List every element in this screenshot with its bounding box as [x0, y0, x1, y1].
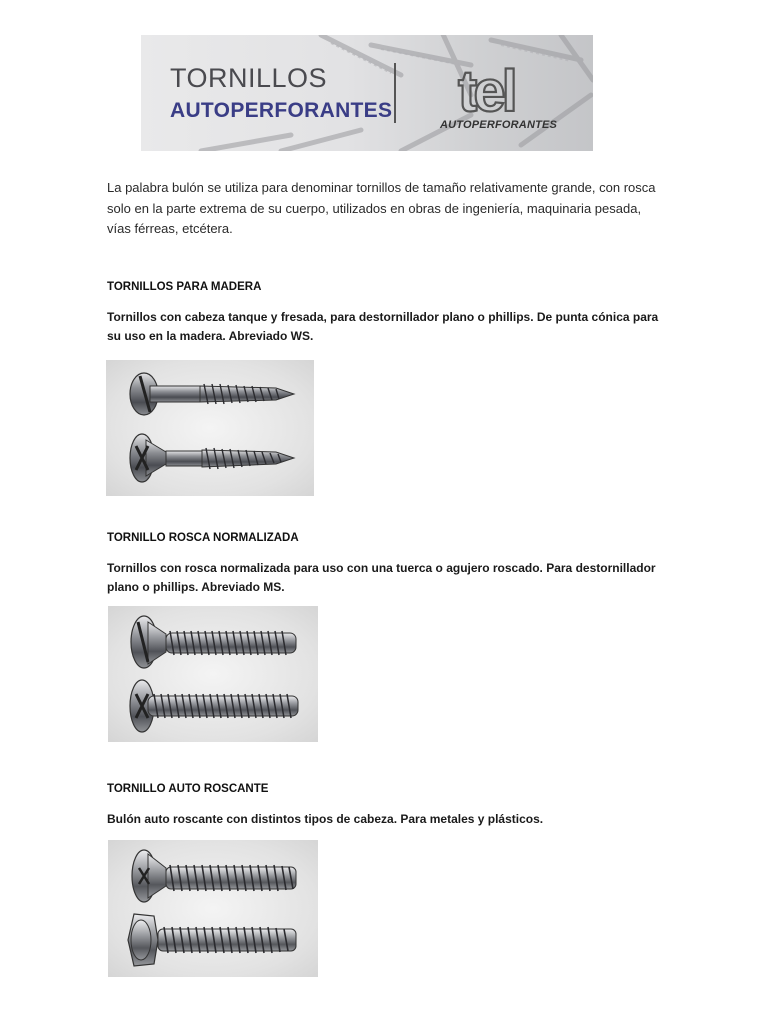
- slotted-machine-screw: [131, 616, 296, 668]
- intro-paragraph: La palabra bulón se utiliza para denominar tornillos de tamaño relativamente grande, con rosca solo en la parte extrema de su cuerpo, utilizados en obras de ingeniería, maquinaria pesada, vías férreas, etcétera.: [107, 180, 656, 236]
- section-description-self-tapping: Bulón auto roscante con distintos tipos de cabeza. Para metales y plásticos.: [107, 812, 544, 826]
- self-tapping-screws-image: [108, 840, 318, 977]
- banner-title-line1: TORNILLOS: [170, 63, 328, 93]
- section-heading-wood-screws: TORNILLOS PARA MADERA: [107, 281, 262, 293]
- phillips-machine-screw: [130, 680, 298, 732]
- section-description-wood-screws: Tornillos con cabeza tanque y fresada, para destornillador plano o phillips. De punta cónica para su uso en la madera. Abreviado WS.: [107, 310, 659, 343]
- flat-head-self-tapping-screw: [132, 850, 296, 902]
- machine-screws-image: [108, 606, 318, 742]
- section-heading-machine-screws: TORNILLO ROSCA NORMALIZADA: [107, 532, 299, 544]
- phillips-wood-screw: [130, 434, 294, 482]
- logo-subtitle: AUTOPERFORANTES: [440, 119, 558, 131]
- logo-text: tel: [458, 59, 514, 117]
- brand-logo: [456, 59, 536, 117]
- banner-divider: [394, 63, 396, 123]
- section-heading-self-tapping: TORNILLO AUTO ROSCANTE: [107, 783, 269, 795]
- banner-title-line2: AUTOPERFORANTES: [170, 99, 393, 122]
- hex-head-self-tapping-screw: [128, 914, 296, 966]
- header-banner: [141, 35, 593, 151]
- wood-screws-image: [106, 360, 314, 496]
- slotted-wood-screw: [130, 373, 294, 415]
- section-description-machine-screws: Tornillos con rosca normalizada para uso con una tuerca o agujero roscado. Para destornillador plano o phillips. Abreviado MS.: [107, 561, 656, 594]
